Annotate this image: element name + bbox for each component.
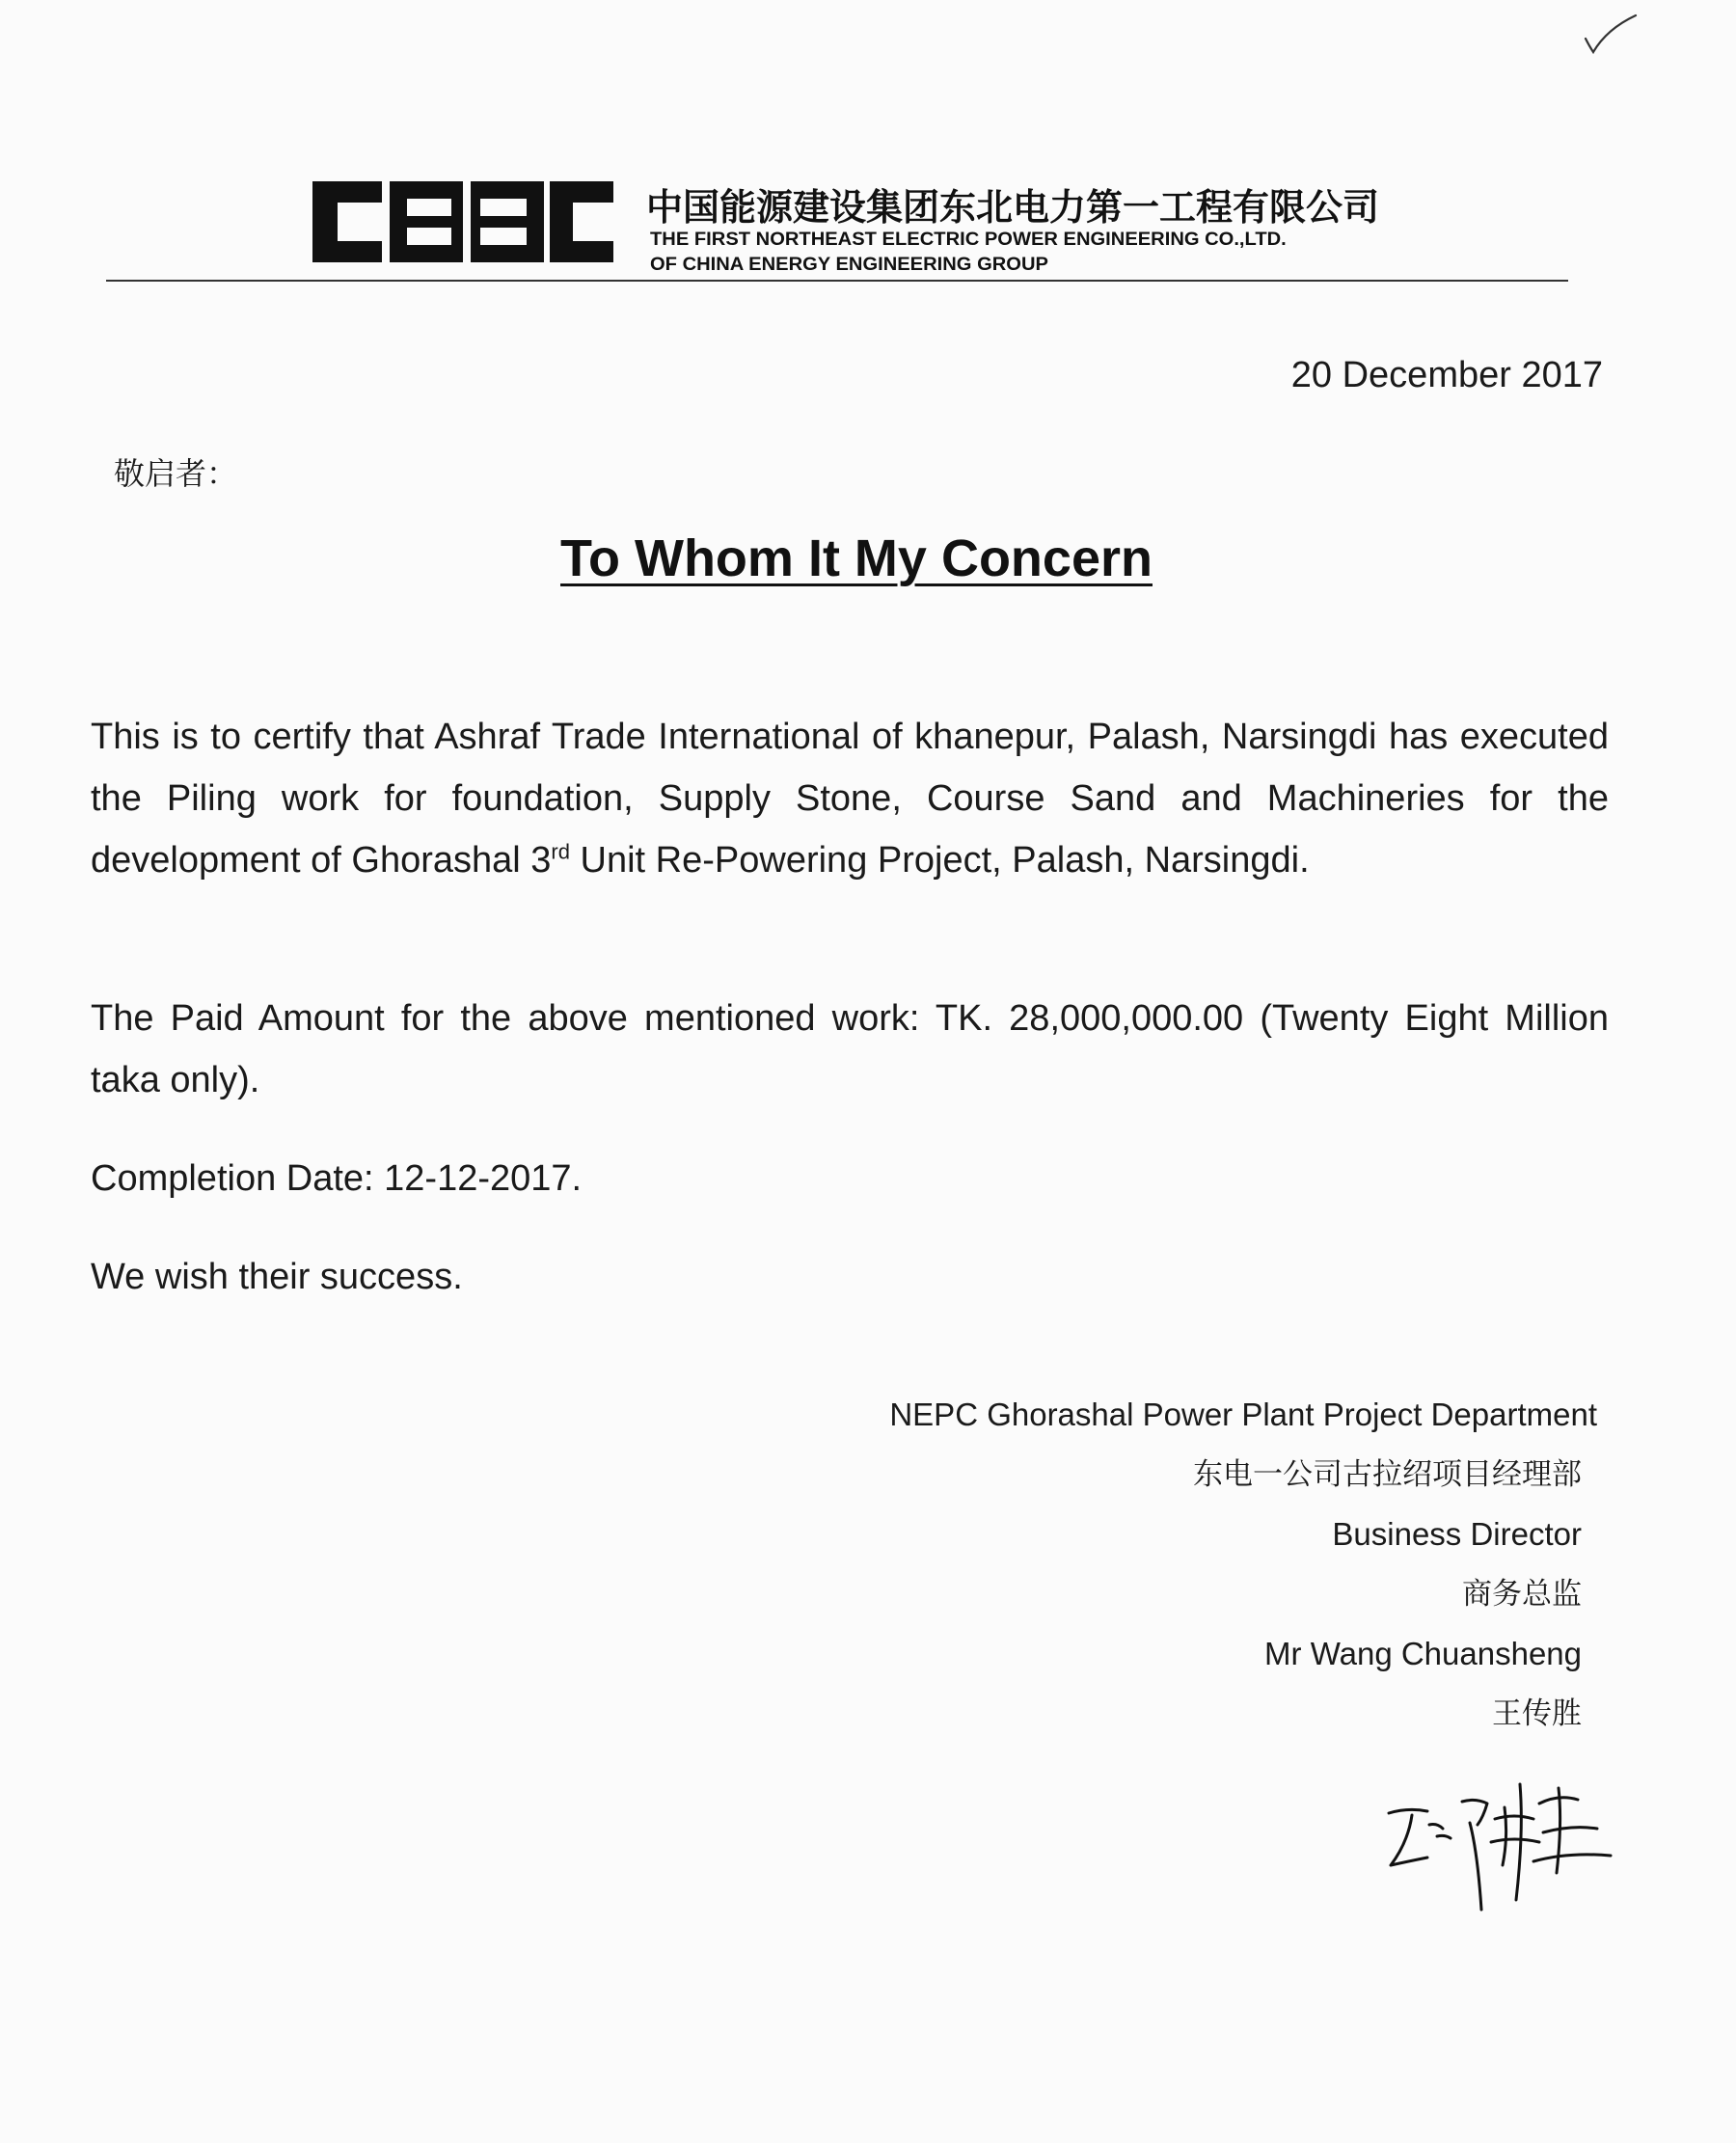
signatory-name-en: Mr Wang Chuansheng — [1264, 1636, 1582, 1671]
para1-text-end: Unit Re-Powering Project, Palash, Narsingdi. — [569, 840, 1310, 881]
company-name-cn: 中国能源建设集团东北电力第一工程有限公司 — [646, 186, 1380, 229]
letterhead-divider — [106, 280, 1568, 282]
para1-text-start: This is to certify that Ashraf Trade International of khanepur, Palash, Narsingdi has executed the Piling work for foundation, Supply Stone, Course Sand and Machineries for the development of Ghorashal 3 — [91, 717, 1609, 881]
closing-line: We wish their success. — [91, 1257, 463, 1297]
signatory-block — [617, 1385, 1597, 1744]
letterhead — [307, 174, 1397, 280]
signatory-name-cn: 王传胜 — [1492, 1696, 1582, 1731]
handwritten-signature — [1370, 1765, 1659, 1939]
certification-paragraph — [91, 706, 1609, 891]
check-mark-icon — [1582, 12, 1640, 60]
department-cn: 东电一公司古拉绍项目经理部 — [1193, 1457, 1582, 1492]
paid-amount-paragraph: The Paid Amount for the above mentioned work: TK. 28,000,000.00 (Twenty Eight Million taka only). — [91, 998, 1609, 1100]
position-cn: 商务总监 — [1462, 1577, 1582, 1612]
position-en: Business Director — [1332, 1516, 1582, 1552]
ordinal-suffix: rd — [551, 839, 570, 864]
company-name-en-line1: THE FIRST NORTHEAST ELECTRIC POWER ENGINEERING CO.,LTD. — [650, 230, 1287, 250]
letter-date: 20 December 2017 — [1290, 355, 1603, 395]
letter-title-text: To Whom It My Concern — [560, 529, 1153, 587]
company-name-en-line2: OF CHINA ENERGY ENGINEERING GROUP — [650, 255, 1048, 275]
department-en: NEPC Ghorashal Power Plant Project Department — [889, 1397, 1597, 1432]
completion-date: Completion Date: 12-12-2017. — [91, 1158, 583, 1199]
letter-title — [0, 529, 1713, 588]
salutation: 敬启者： — [114, 455, 238, 492]
company-logo — [307, 174, 617, 270]
